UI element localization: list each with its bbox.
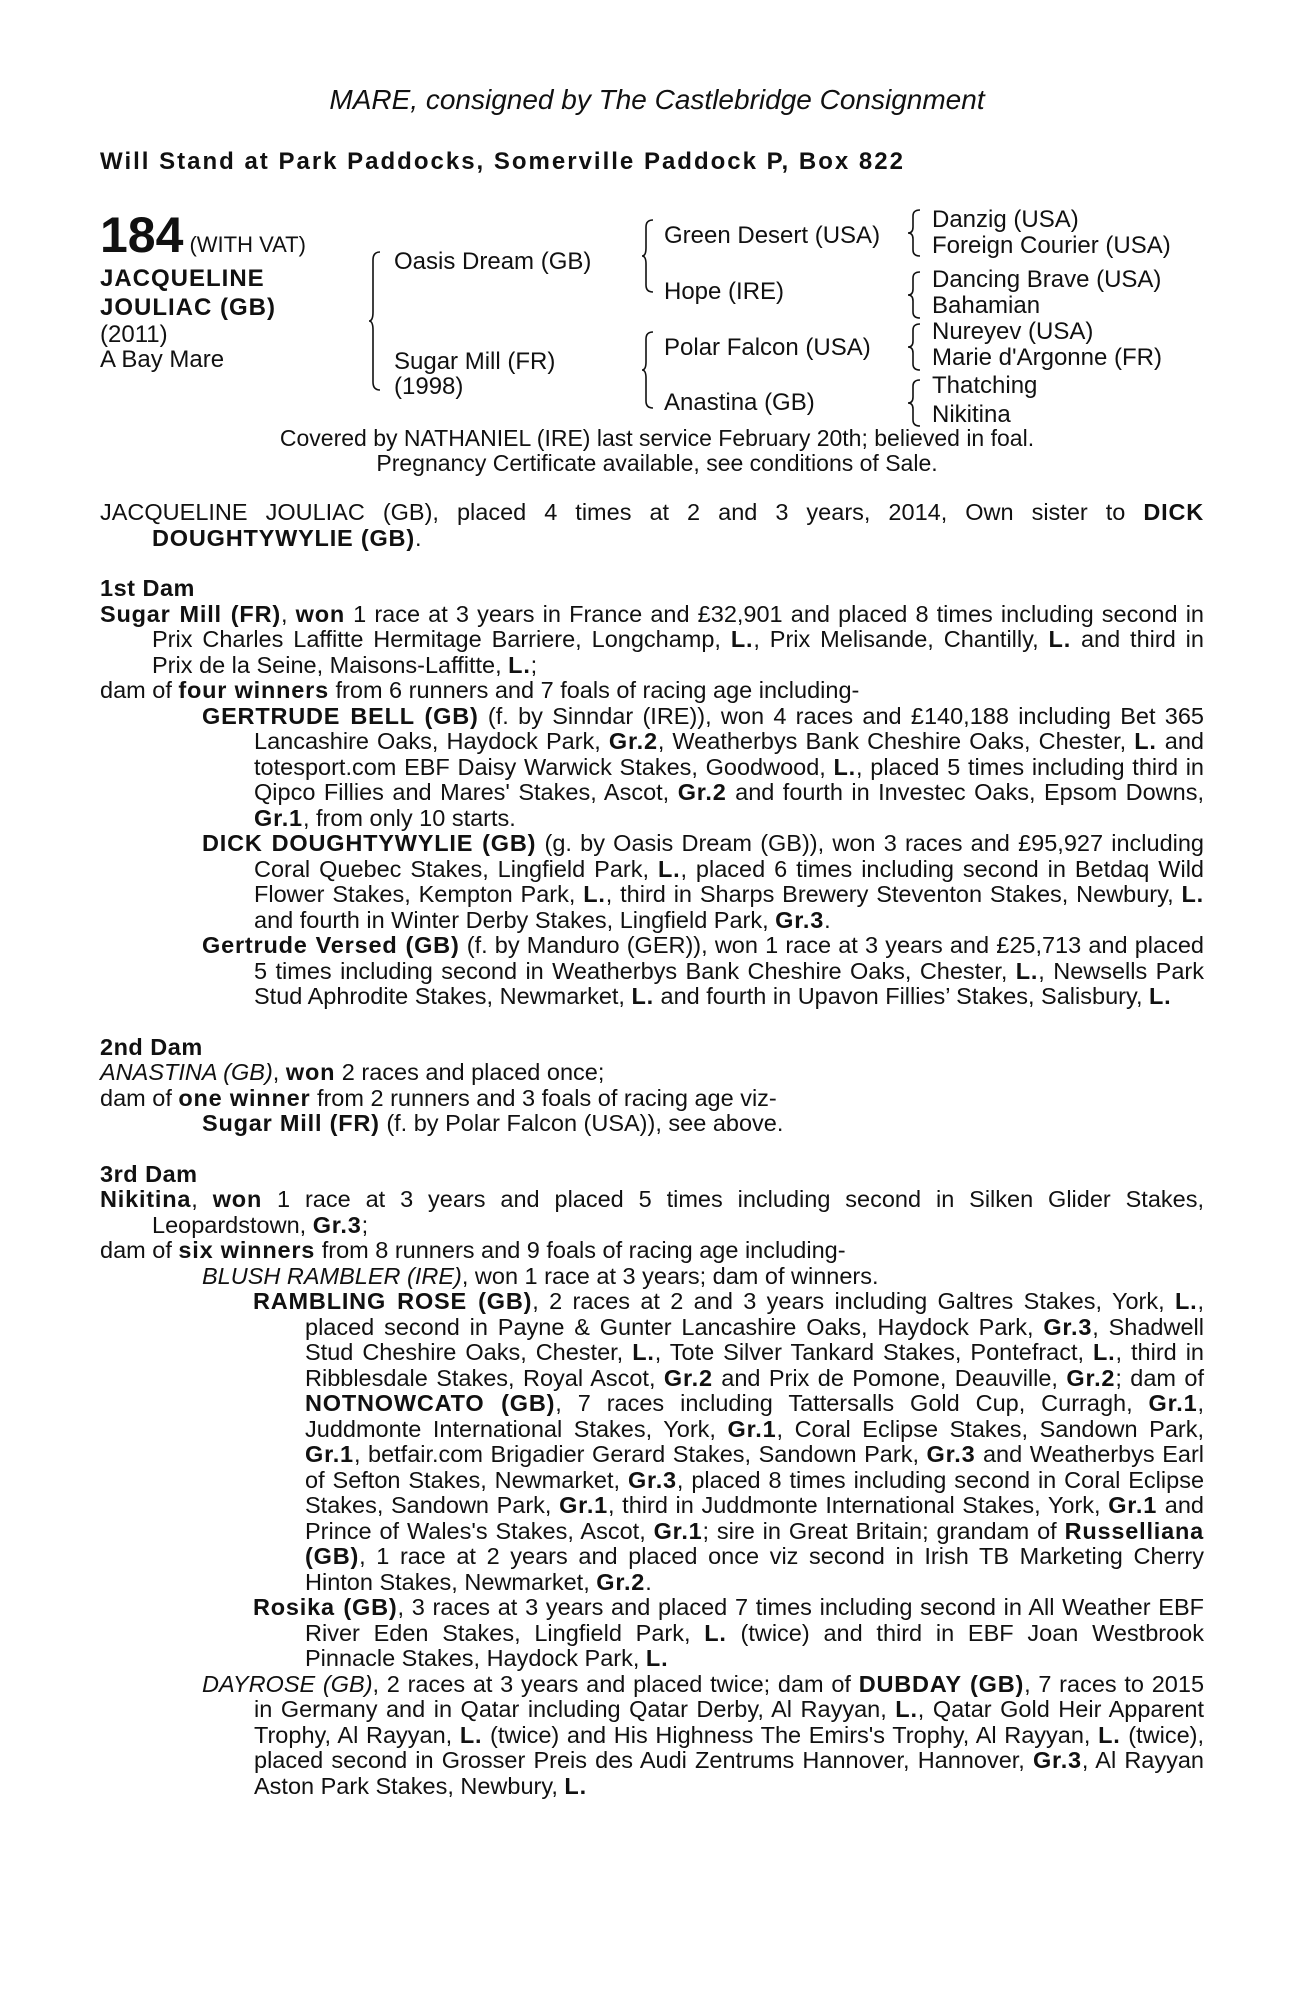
text: , Prix Melisande, Chantilly, xyxy=(753,626,1049,652)
text: , 7 races including Tattersalls Gold Cup, Curragh, xyxy=(555,1390,1149,1416)
text: from 8 runners and 9 foals of racing age including- xyxy=(315,1237,846,1263)
produce-name: Sugar Mill (FR) xyxy=(202,1110,380,1136)
text: (f. by Polar Falcon (USA)), see above. xyxy=(379,1110,784,1136)
produce-name: Rosika (GB) xyxy=(253,1594,398,1620)
grade: Gr.1 xyxy=(653,1517,703,1544)
grade: Gr.2 xyxy=(608,728,658,754)
text: , Weatherbys Bank Cheshire Oaks, Chester, xyxy=(657,728,1135,754)
grade: Gr.3 xyxy=(775,906,825,933)
produce-entry-gertrude-versed xyxy=(100,933,1204,1010)
bold-text: won xyxy=(295,600,346,627)
grade: L. xyxy=(583,881,606,907)
dam-name: ANASTINA (GB) xyxy=(100,1059,273,1085)
text: and totesport.com EBF Daisy Warwick Stakes, Goodwood, xyxy=(254,728,1204,780)
bold-text: one winner xyxy=(178,1084,311,1111)
first-dam-record xyxy=(100,602,1204,679)
text: (twice) and third in EBF Joan Westbrook Pinnacle Stakes, Haydock Park, xyxy=(305,1619,1204,1671)
stand-location: Will Stand at Park Paddocks, Somerville Paddock P, Box 822 xyxy=(100,148,905,175)
pedigree-dam-year: (1998) xyxy=(394,373,464,400)
text: , xyxy=(280,600,296,627)
produce-name: NOTNOWCATO (GB) xyxy=(305,1390,556,1416)
text: , 7 races to 2015 in Germany and in Qatar including Qatar Derby, Al Rayyan, xyxy=(254,1670,1205,1722)
text: , placed 6 times including second in Betdaq Wild Flower Stakes, Kempton Park, xyxy=(254,855,1204,907)
grade: Gr.1 xyxy=(1148,1390,1198,1416)
text: , from only 10 starts. xyxy=(302,804,516,831)
grade: L. xyxy=(833,753,857,780)
pedigree-sire-sire: Green Desert (USA) xyxy=(664,222,881,249)
produce-entry-dayrose xyxy=(100,1672,1204,1800)
bold-text: won xyxy=(212,1186,263,1212)
produce-name: GERTRUDE BELL (GB) xyxy=(202,702,479,729)
grade: Gr.1 xyxy=(559,1492,609,1518)
grade: Gr.2 xyxy=(677,779,727,805)
anastina-brace xyxy=(906,378,924,428)
text: , 1 race at 2 years and placed once viz second in Irish TB Marketing Cherry Hinton Stakes, Newmarket, xyxy=(305,1543,1204,1595)
pedigree-dam: Sugar Mill (FR) xyxy=(394,348,556,375)
produce-name: DUBDAY (GB) xyxy=(858,1670,1025,1697)
produce-name: BLUSH RAMBLER (IRE) xyxy=(202,1262,462,1289)
text: JACQUELINE JOULIAC (GB), placed 4 times at 2 and 3 years, 2014, Own sister to xyxy=(100,499,1144,525)
text: dam of xyxy=(100,1084,179,1111)
text: , third in Juddmonte International Stakes, York, xyxy=(608,1492,1109,1518)
produce-name: DAYROSE (GB) xyxy=(202,1670,373,1697)
text: and Prince of Wales's Stakes, Ascot, xyxy=(305,1492,1204,1544)
text: dam of xyxy=(100,1237,179,1263)
text: . xyxy=(414,524,422,551)
grade: L. xyxy=(1134,728,1157,754)
first-dam-heading: 1st Dam xyxy=(100,575,195,601)
produce-entry-blush-rambler xyxy=(100,1264,1204,1290)
grade: Gr.1 xyxy=(305,1441,354,1467)
text: , third in Sharps Brewery Steventon Stakes, Newbury, xyxy=(605,881,1182,907)
covered-line2: Pregnancy Certificate available, see conditions of Sale. xyxy=(376,450,938,476)
grade: L. xyxy=(1015,957,1039,984)
text: and fourth in Winter Derby Stakes, Lingfield Park, xyxy=(254,906,776,933)
lot-number-block xyxy=(100,206,306,264)
text: , Coral Eclipse Stakes, Sandown Park, xyxy=(776,1415,1204,1442)
grade: Gr.3 xyxy=(1032,1747,1082,1773)
grade: Gr.1 xyxy=(727,1415,777,1442)
text: ; xyxy=(530,651,538,678)
produce-entry-sugar-mill xyxy=(100,1111,1204,1137)
text: from 6 runners and 7 foals of racing age including- xyxy=(329,677,860,703)
intro-paragraph xyxy=(100,500,1204,551)
grade: L. xyxy=(657,855,681,882)
second-dam-record xyxy=(100,1060,1204,1086)
text: , 3 races at 3 years and placed 7 times including second in All Weather EBF River Eden Stakes, Lingfield Park, xyxy=(305,1594,1205,1646)
grade: L. xyxy=(1048,626,1072,652)
grade: Gr.3 xyxy=(1043,1313,1093,1340)
grade: L. xyxy=(895,1696,918,1722)
text: , Tote Silver Tankard Stakes, Pontefract, xyxy=(654,1339,1094,1365)
grade: Gr.1 xyxy=(1108,1492,1158,1518)
text: , xyxy=(272,1059,286,1085)
horse-description: A Bay Mare xyxy=(100,346,225,373)
text: , 2 races at 2 and 3 years including Galtres Stakes, York, xyxy=(532,1288,1175,1314)
pedigree-dam-sire: Polar Falcon (USA) xyxy=(664,334,871,361)
text: , Shadwell Stud Cheshire Oaks, Chester, xyxy=(305,1313,1204,1365)
text: , Al Rayyan Aston Park Stakes, Newbury, xyxy=(254,1747,1204,1799)
grade: Gr.1 xyxy=(254,804,303,831)
text: and fourth in Investec Oaks, Epsom Downs, xyxy=(726,779,1204,805)
text: , placed 8 times including second in Coral Eclipse Stakes, Sandown Park, xyxy=(305,1466,1205,1518)
text: ; xyxy=(361,1211,369,1238)
grade: L. xyxy=(645,1645,669,1671)
third-dam-record xyxy=(100,1187,1204,1238)
grade: L. xyxy=(631,983,654,1009)
text: , Qatar Gold Heir Apparent Trophy, Al Rayyan, xyxy=(254,1696,1204,1748)
text: (twice) and His Highness The Emirs's Trophy, Al Rayyan, xyxy=(482,1721,1099,1748)
text: 2 races and placed once; xyxy=(335,1059,605,1085)
text: , third in Ribblesdale Stakes, Royal Ascot, xyxy=(305,1339,1205,1391)
grade: Gr.2 xyxy=(663,1364,713,1391)
grade: Gr.3 xyxy=(627,1466,677,1493)
text: and third in Prix de la Seine, Maisons-Laffitte, xyxy=(152,626,1204,678)
third-dam-produce-summary xyxy=(100,1238,1204,1264)
text: (g. by Oasis Dream (GB)), won 3 races and £95,927 including Coral Quebec Stakes, Lingfield Park, xyxy=(254,830,1204,882)
bold-text: six winners xyxy=(178,1237,316,1263)
horse-name-line2: JOULIAC (GB) xyxy=(100,294,276,321)
pedigree-g7: Thatching xyxy=(932,372,1038,399)
covered-line1: Covered by NATHANIEL (IRE) last service February 20th; believed in foal. xyxy=(279,425,1035,451)
grade: L. xyxy=(564,1772,587,1799)
pedigree-sire: Oasis Dream (GB) xyxy=(394,248,592,275)
pedigree-g2: Foreign Courier (USA) xyxy=(932,232,1171,259)
hope-brace xyxy=(906,270,924,320)
grade: L. xyxy=(1098,1721,1121,1748)
text: 1 race at 3 years in France and £32,901 and placed 8 times including second in Prix Charles Laffitte Hermitage Barriere, Longchamp, xyxy=(152,600,1204,652)
polar-falcon-brace xyxy=(906,322,924,372)
lot-number: 184 xyxy=(100,207,184,263)
text: , won 1 race at 3 years; dam of winners. xyxy=(461,1262,879,1289)
pedigree-g4: Bahamian xyxy=(932,292,1041,319)
sire-parents-brace xyxy=(641,218,657,294)
second-dam-produce-summary xyxy=(100,1086,1204,1112)
produce-entry-dick-doughtywylie xyxy=(100,831,1204,933)
third-dam-heading: 3rd Dam xyxy=(100,1160,198,1187)
produce-name: Gertrude Versed (GB) xyxy=(202,932,460,958)
text: ; dam of xyxy=(1115,1364,1204,1391)
text: , Newsells Park Stud Aphrodite Stakes, Newmarket, xyxy=(254,957,1204,1009)
produce-name: DICK DOUGHTYWYLIE (GB) xyxy=(202,830,537,856)
text: , 2 races at 3 years and placed twice; dam of xyxy=(372,1670,859,1697)
pedigree-g6: Marie d'Argonne (FR) xyxy=(932,344,1162,371)
text: from 2 runners and 3 foals of racing age viz- xyxy=(310,1084,777,1111)
pedigree-sire-dam: Hope (IRE) xyxy=(664,278,785,305)
text: (f. by Sinndar (IRE)), won 4 races and £140,188 including Bet 365 Lancashire Oaks, Haydock Park, xyxy=(254,702,1204,754)
grade: L. xyxy=(1181,881,1205,907)
text: . xyxy=(824,906,831,933)
consignor-header: MARE, consigned by The Castlebridge Consignment xyxy=(329,84,985,115)
text: , placed 5 times including third in Qipco Fillies and Mares' Stakes, Ascot, xyxy=(254,753,1205,805)
grade: L. xyxy=(704,1619,727,1646)
second-dam-heading: 2nd Dam xyxy=(100,1033,203,1060)
pedigree-dam-dam: Anastina (GB) xyxy=(664,389,815,416)
horse-year: (2011) xyxy=(100,321,168,348)
grade: Gr.2 xyxy=(1066,1364,1116,1391)
text: , xyxy=(191,1186,213,1212)
grade: L. xyxy=(459,1721,483,1748)
text: 1 race at 3 years and placed 5 times including second in Silken Glider Stakes, Leopardstown, xyxy=(152,1186,1205,1238)
produce-entry-rambling-rose xyxy=(100,1289,1204,1595)
text: and fourth in Upavon Fillies’ Stakes, Salisbury, xyxy=(653,983,1150,1009)
grade: L. xyxy=(730,626,754,652)
text: (twice), placed second in Grosser Preis des Audi Zentrums Hannover, Hannover, xyxy=(254,1721,1205,1773)
grade: L. xyxy=(1093,1339,1116,1365)
produce-entry-gertrude-bell xyxy=(100,704,1204,832)
produce-entry-rosika xyxy=(100,1595,1204,1672)
text: ; sire in Great Britain; grandam of xyxy=(702,1517,1065,1544)
sire-dam-brace xyxy=(368,250,384,392)
grade: L. xyxy=(632,1339,655,1365)
text: , placed second in Payne & Gunter Lancashire Oaks, Haydock Park, xyxy=(305,1288,1204,1340)
catalogue-body xyxy=(100,500,1204,1799)
pedigree-g3: Dancing Brave (USA) xyxy=(932,266,1162,293)
green-desert-brace xyxy=(906,208,924,258)
grade: L. xyxy=(1174,1288,1198,1314)
produce-name: Russelliana (GB) xyxy=(305,1517,1204,1569)
dam-name: Nikitina xyxy=(100,1186,192,1212)
grade: L. xyxy=(508,651,531,678)
horse-name xyxy=(100,264,276,322)
pedigree-g5: Nureyev (USA) xyxy=(932,318,1094,345)
bold-text: four winners xyxy=(178,677,329,703)
grade: Gr.3 xyxy=(312,1211,362,1238)
dam-parents-brace xyxy=(641,330,657,410)
text: , Juddmonte International Stakes, York, xyxy=(305,1390,1204,1442)
horse-name-line1: JACQUELINE xyxy=(100,265,265,292)
grade: L. xyxy=(1149,983,1172,1009)
bold-text: won xyxy=(285,1059,336,1085)
grade: Gr.2 xyxy=(596,1568,646,1595)
sibling-name: DICK DOUGHTYWYLIE (GB) xyxy=(152,499,1204,551)
pedigree-g1: Danzig (USA) xyxy=(932,206,1079,233)
produce-name: RAMBLING ROSE (GB) xyxy=(253,1288,533,1314)
covered-note xyxy=(0,426,1314,476)
grade: Gr.3 xyxy=(926,1441,976,1467)
text: . xyxy=(645,1568,652,1595)
vat-note: (WITH VAT) xyxy=(189,232,306,257)
text: and Weatherbys Earl of Sefton Stakes, Newmarket, xyxy=(305,1441,1204,1493)
dam-name: Sugar Mill (FR) xyxy=(100,600,281,627)
text: dam of xyxy=(100,677,179,703)
text: (f. by Manduro (GER)), won 1 race at 3 years and £25,713 and placed 5 times including second in Weatherbys Bank Cheshire Oaks, Chester, xyxy=(254,932,1204,984)
text: and Prix de Pomone, Deauville, xyxy=(712,1364,1067,1391)
first-dam-produce-summary xyxy=(100,678,1204,704)
text: , betfair.com Brigadier Gerard Stakes, Sandown Park, xyxy=(353,1441,927,1467)
pedigree-g8: Nikitina xyxy=(932,401,1011,428)
